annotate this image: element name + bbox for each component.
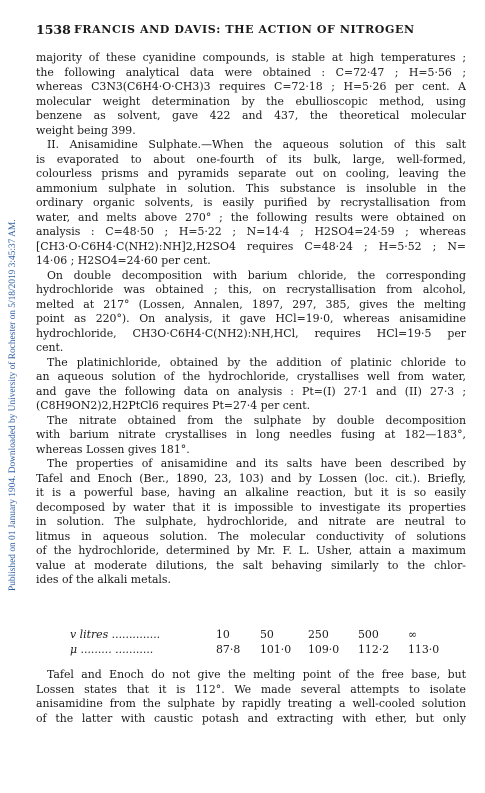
text-line: of the latter with caustic potash and extracting with ether, but only <box>36 711 466 725</box>
table-cell: 109·0 <box>308 643 340 656</box>
table-cell: 112·2 <box>358 643 390 656</box>
text-line: molecular weight determination by the ebullioscopic method, using <box>36 94 466 108</box>
text-line: cent. <box>36 341 64 354</box>
text-line: with barium nitrate crystallises in long needles fusing at 182—183°, <box>36 428 466 441</box>
text-line: decomposed by water that it is impossible to investigate its properties <box>36 500 466 514</box>
text-line: and gave the following data on analysis : Pt=(I) 27·1 and (II) 27·3 ; <box>36 384 466 398</box>
text-line: The platinichloride, obtained by the addition of platinic chloride to <box>47 355 466 369</box>
text-line: it is a powerful base, having an alkaline reaction, but it is so easily <box>36 486 466 499</box>
text-line: of the hydrochloride, determined by Mr. F. L. Usher, attain a maximum <box>36 544 466 557</box>
table-cell: 50 <box>260 628 274 641</box>
text-line: On double decomposition with barium chloride, the corresponding <box>47 268 466 282</box>
text-line: point as 220°). On analysis, it gave HCl=19·0, whereas anisamidine <box>36 312 466 325</box>
page-number: 1538 <box>36 22 71 37</box>
body-text-continued <box>36 668 466 726</box>
text-line: the following analytical data were obtained : C=72·47 ; H=5·56 ; <box>36 65 466 79</box>
text-line: weight being 399. <box>36 123 136 137</box>
row-label: μ ......... ........... <box>70 643 154 656</box>
text-line: (C8H9ON2)2,H2PtCl6 requires Pt=27·4 per cent. <box>36 399 311 412</box>
text-line: [CH3·O·C6H4·C(NH2):NH]2,H2SO4 requires C=48·24 ; H=5·52 ; N= <box>36 239 466 253</box>
text-line: The properties of anisamidine and its salts have been described by <box>47 457 466 470</box>
text-line: Lossen states that it is 112°. We made several attempts to isolate <box>36 682 466 696</box>
text-line: an aqueous solution of the hydrochloride, crystallises well from water, <box>36 370 466 383</box>
text-line: is evaporated to about one-fourth of its bulk, large, well-formed, <box>36 152 466 166</box>
text-line: Tafel and Enoch (Ber., 1890, 23, 103) and by Lossen (loc. cit.). Briefly, <box>36 471 466 485</box>
row-label: v litres .............. <box>70 628 161 641</box>
text-line: ides of the alkali metals. <box>36 573 171 586</box>
text-line: majority of these cyanidine compounds, is stable at high temperatures ; <box>36 51 466 64</box>
text-line: anisamidine from the sulphate by rapidly treating a well-cooled solution <box>36 697 466 710</box>
text-line: litmus in aqueous solution. The molecular conductivity of solutions <box>36 529 466 543</box>
text-line: analysis : C=48·50 ; H=5·22 ; N=14·4 ; H2SO4=24·59 ; whereas <box>36 225 466 238</box>
text-line: water, and melts above 270° ; the following results were obtained on <box>36 210 466 224</box>
table-cell: 10 <box>216 628 230 641</box>
table-cell: 500 <box>358 628 379 641</box>
text-line: ordinary organic solvents, is easily purified by recrystallisation from <box>36 196 466 209</box>
text-line: whereas C3N3(C6H4·O·CH3)3 requires C=72·18 ; H=5·26 per cent. A <box>36 80 466 93</box>
text-line: colourless prisms and pyramids separate out on cooling, leaving the <box>36 167 466 180</box>
text-line: benzene as solvent, gave 422 and 437, the theoretical molecular <box>36 109 466 122</box>
table-cell: 113·0 <box>408 643 440 656</box>
conductivity-table <box>70 627 470 657</box>
download-watermark: Published on 01 January 1904. Downloaded by University of Rochester on 5/18/2019 3:45:37 AM. <box>8 219 18 591</box>
table-row <box>70 627 470 642</box>
body-text <box>36 51 466 588</box>
text-line: Tafel and Enoch do not give the melting point of the free base, but <box>47 668 466 681</box>
text-line: The nitrate obtained from the sulphate by double decomposition <box>47 413 466 427</box>
text-line: ammonium sulphate in solution. This substance is insoluble in the <box>36 181 466 195</box>
text-line: whereas Lossen gives 181°. <box>36 442 190 456</box>
text-line: hydrochloride was obtained ; this, on recrystallisation from alcohol, <box>36 283 466 296</box>
table-cell: 101·0 <box>260 643 292 656</box>
table-cell: 250 <box>308 628 329 641</box>
table-cell: ∞ <box>408 628 418 641</box>
text-line: melted at 217° (Lossen, Annalen, 1897, 297, 385, gives the melting <box>36 297 466 311</box>
table-row <box>70 642 470 657</box>
text-line: 14·06 ; H2SO4=24·60 per cent. <box>36 254 211 267</box>
page-header <box>36 22 466 38</box>
section-heading-line: II. Anisamidine Sulphate.—When the aqueous solution of this salt <box>47 138 466 151</box>
table-cell: 87·8 <box>216 643 241 656</box>
text-line: hydrochloride, CH3O·C6H4·C(NH2):NH,HCl, requires HCl=19·5 per <box>36 326 466 340</box>
text-line: in solution. The sulphate, hydrochloride, and nitrate are neutral to <box>36 515 466 528</box>
text-line: value at moderate dilutions, the salt behaving similarly to the chlor- <box>36 558 466 572</box>
running-title: FRANCIS AND DAVIS: THE ACTION OF NITROGEN <box>74 23 415 36</box>
